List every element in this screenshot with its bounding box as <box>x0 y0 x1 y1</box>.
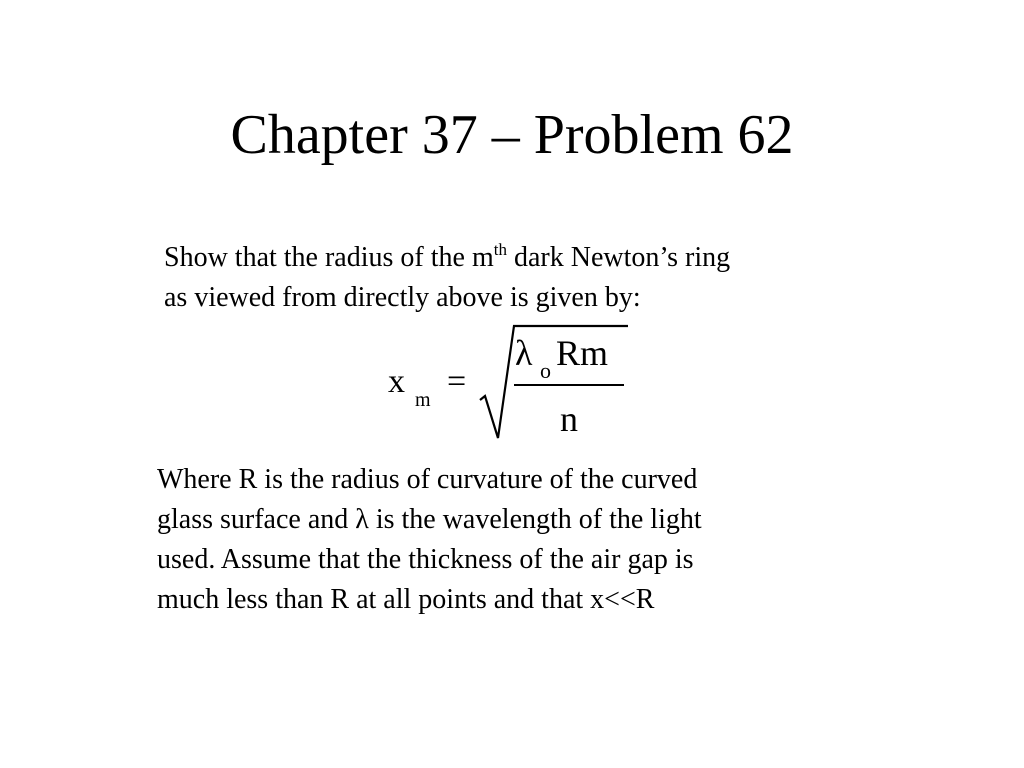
explanation-line-1: Where R is the radius of curvature of the curved <box>157 464 698 495</box>
superscript-th: th <box>493 240 507 259</box>
numerator-subscript: o <box>540 358 551 383</box>
numerator-lambda: λ <box>515 333 533 373</box>
denominator: n <box>560 399 578 439</box>
fraction-bar <box>514 384 624 386</box>
equation-lhs-subscript: m <box>415 389 431 411</box>
statement-line-1 <box>164 238 884 278</box>
statement-line-2: as viewed from directly above is given by: <box>164 282 641 313</box>
square-root-icon <box>478 318 638 442</box>
slide-title: Chapter 37 – Problem 62 <box>230 104 794 166</box>
problem-statement <box>164 238 884 318</box>
explanation-line-3: used. Assume that the thickness of the air gap is <box>157 544 694 575</box>
statement-text-b: dark Newton’s ring <box>506 242 731 273</box>
explanation-line-2: glass surface and λ is the wavelength of the light <box>157 504 702 535</box>
equation-lhs-variable: x <box>388 363 405 400</box>
explanation-text <box>157 460 877 620</box>
equation-equals-sign: = <box>447 363 467 400</box>
explanation-line-4: much less than R at all points and that x<<R <box>157 584 655 615</box>
statement-text-a: Show that the radius of the m <box>164 242 494 273</box>
numerator-rest: Rm <box>556 333 609 373</box>
